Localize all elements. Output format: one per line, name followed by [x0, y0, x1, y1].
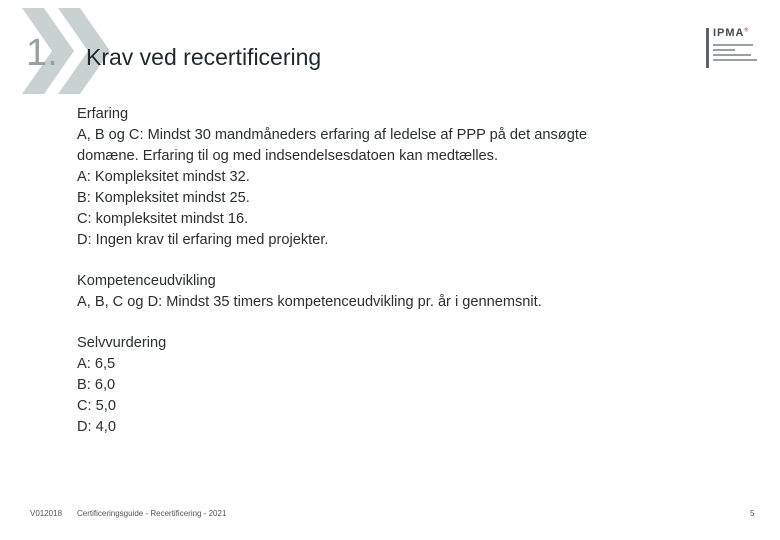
- text-line: A, B og C: Mindst 30 mandmåneders erfaring af ledelse af PPP på det ansøgte: [77, 127, 587, 143]
- page-title: Krav ved recertificering: [86, 44, 322, 70]
- text-line: B: 6,0: [77, 377, 116, 393]
- text-line: A: Kompleksitet mindst 32.: [77, 169, 250, 185]
- logo-text: IPMA®: [713, 27, 750, 39]
- section-selvvurdering: [77, 333, 657, 438]
- section-kompetenceudvikling: [77, 271, 657, 313]
- text-line: D: Ingen krav til erfaring med projekter.: [77, 232, 329, 248]
- main-content: [77, 104, 657, 458]
- text-line: domæne. Erfaring til og med indsendelsesdatoen kan medtælles.: [77, 148, 499, 164]
- logo-tagline-icon: [713, 44, 757, 64]
- ipma-logo: [706, 28, 762, 70]
- text-line: D: 4,0: [77, 419, 116, 435]
- text-line: C: kompleksitet mindst 16.: [77, 211, 249, 227]
- logo-bar-icon: [706, 28, 709, 68]
- text-line: C: 5,0: [77, 398, 116, 414]
- text-line: A, B, C og D: Mindst 35 timers kompetenceudvikling pr. år i gennemsnit.: [77, 294, 542, 310]
- section-heading: Erfaring: [77, 106, 129, 122]
- section-heading: Selvvurdering: [77, 335, 167, 351]
- footer-document: Certificeringsguide - Recertificering - 2021: [77, 509, 227, 518]
- slide-number: 1.: [26, 32, 58, 74]
- section-erfaring: [77, 104, 657, 251]
- footer-version: V012018: [30, 509, 63, 518]
- section-heading: Kompetenceudvikling: [77, 273, 216, 289]
- text-line: A: 6,5: [77, 356, 116, 372]
- text-line: B: Kompleksitet mindst 25.: [77, 190, 250, 206]
- footer-page-number: 5: [750, 509, 755, 518]
